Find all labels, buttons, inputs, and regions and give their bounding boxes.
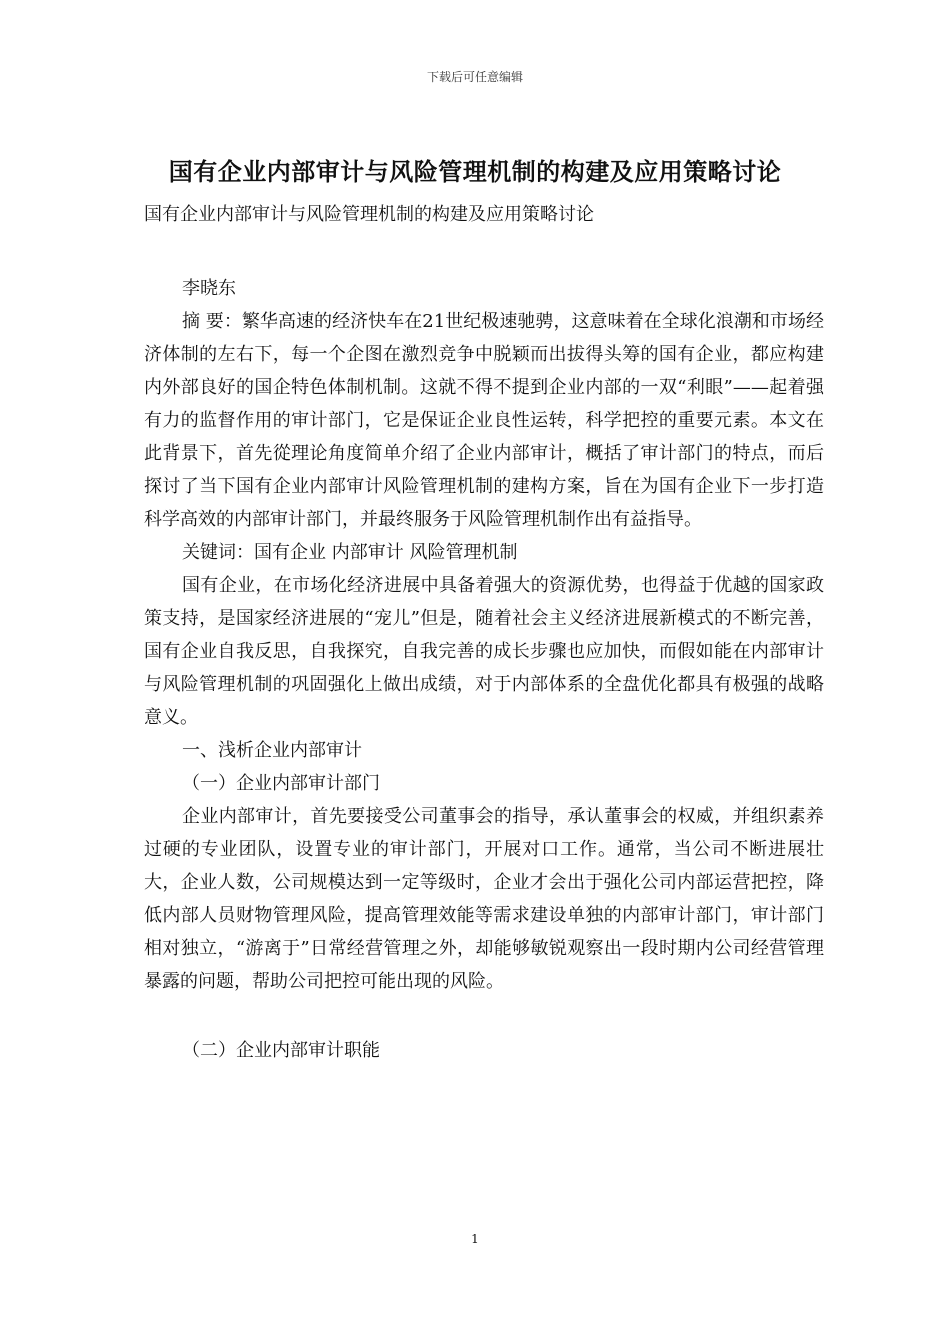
- document-body: [144, 272, 824, 1067]
- keywords: 关键词：国有企业 内部审计 风险管理机制: [182, 542, 518, 563]
- document-subtitle: 国有企业内部审计与风险管理机制的构建及应用策略讨论: [144, 204, 594, 225]
- document-title: 国有企业内部审计与风险管理机制的构建及应用策略讨论: [168, 157, 782, 186]
- author: 李晓东: [182, 278, 236, 299]
- subsection-heading-1-2: （二）企业内部审计职能: [182, 1040, 380, 1061]
- paragraph-gap: [144, 998, 824, 1034]
- subsection-heading-1-1: （一）企业内部审计部门: [182, 773, 380, 794]
- page-number: 1: [471, 1232, 479, 1246]
- abstract-paragraph: 摘 要：繁华高速的经济快车在21世纪极速驰骋，这意味着在全球化浪潮和市场经济体制的左右下，每一个企图在激烈竞争中脱颖而出拔得头筹的国有企业，都应构建内外部良好的国企特色体制机制。这就不得不提到企业内部的一双“利眼”——起着强有力的监督作用的审计部门，它是保证企业良性运转，科学把控的重要元素。本文在此背景下，首先從理论角度简单介绍了企业内部审计，概括了审计部门的特点，而后探讨了当下国有企业内部审计风险管理机制的建构方案，旨在为国有企业下一步打造科学高效的内部审计部门，并最终服务于风险管理机制作出有益指导。: [144, 311, 824, 530]
- intro-paragraph: 国有企业，在市场化经济进展中具备着强大的资源优势，也得益于优越的国家政策支持，是国家经济进展的“宠儿”但是，随着社会主义经济进展新模式的不断完善，国有企业自我反思，自我探究，自我完善的成长步骤也应加快，而假如能在内部审计与风险管理机制的巩固强化上做出成绩，对于内部体系的全盘优化都具有极强的战略意义。: [144, 575, 824, 728]
- subsection-1-1-paragraph: 企业内部审计，首先要接受公司董事会的指导，承认董事会的权威，并组织素养过硬的专业团队，设置专业的审计部门，开展对口工作。通常，当公司不断进展壮大，企业人数，公司规模达到一定等级时，企业才会出于强化公司内部运营把控，降低内部人员财物管理风险，提高管理效能等需求建设单独的内部审计部门，审计部门相对独立，“游离于”日常经营管理之外，却能够敏锐观察出一段时期内公司经营管理暴露的问题，帮助公司把控可能出现的风险。: [144, 806, 824, 992]
- header-note: 下载后可任意编辑: [426, 70, 523, 84]
- section-heading-1: 一、浅析企业内部审计: [182, 740, 362, 761]
